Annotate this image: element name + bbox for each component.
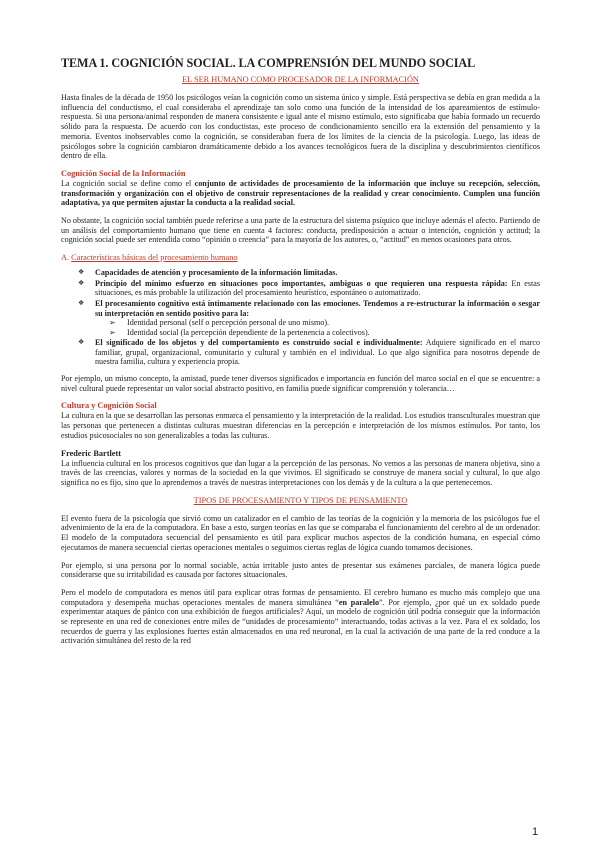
- page-title: TEMA 1. COGNICIÓN SOCIAL. LA COMPRENSIÓN DEL MUNDO SOCIAL: [61, 56, 476, 70]
- cog-social-definition-bold: conjunto de actividades de procesamiento de la información que incluye su recepción, selección, transformación y organización con el objetivo de construir representaciones de la realidad y crear conocimiento. Cumplen una función adaptativa, ya que permiten ajustar la conducta a la realidad social.: [61, 178, 540, 208]
- processing-paragraph-3: [61, 588, 540, 646]
- bartlett-paragraph: La influencia cultural en los procesos cognitivos que dan lugar a la percepción de las personas. No vemos a las personas de manera objetiva, sino a través de las creencias, valores y normas de la sociedad en la que vivimos. El significado se construye de manera social y cultural, lo que algo significa no es fijo, sino que lo aprendemos a través de nuestras interpretaciones con los demás y de la cultura a la que pertenecemos.: [61, 458, 540, 487]
- arrow-bullet-icon: ➢: [109, 318, 116, 328]
- diamond-bullet-icon: ❖: [78, 268, 85, 277]
- document-page: [61, 56, 540, 654]
- identity-sublist: [95, 318, 540, 337]
- list-item-text: Capacidades de atención y procesamiento de la información limitadas.: [95, 268, 338, 278]
- sublist-item: [109, 327, 540, 338]
- sublist-item-text: Identidad personal (self o percepción personal de uno mismo).: [127, 318, 330, 328]
- section-heading-processor: EL SER HUMANO COMO PROCESADOR DE LA INFORMACIÓN: [182, 75, 419, 84]
- cog-social-heading: Cognición Social de la Información: [61, 168, 186, 178]
- list-item-text: Adquiere significado en el marco familiar, grupal, organizacional, comunitario y cultural y también en el individual. Lo que algo significa para nosotros depende de nuestra familia, cultura y experiencia propia.: [95, 338, 540, 367]
- intro-paragraph: Hasta finales de la década de 1950 los psicólogos veían la cognición como un sistema único y simple. Está perspectiva se debía en gran medida a la influencia del conductismo, el cual consideraba el aprendizaje tan solo como una función de la intensidad de los apareamientos de estímulo-respuesta. Si una persona/animal responden de manera consistente e igual ante el mismo estímulo, esto significaba que había formado un recuerdo sólido para la respuesta. De acuerdo con los conductistas, este proceso de condicionamiento sencillo era la extensión del pensamiento y la memoria. Eventos inobservables como la cognición, se consideraban fuera de los límites de la ciencia de la psicología. Luego, las ideas de psicólogos sobre la cognición cambiaron dramáticamente debido a los avances tecnológicos fuera de la disciplina y descubrimientos científicos dentro de ella.: [61, 93, 540, 161]
- page-number: 1: [532, 826, 539, 838]
- arrow-bullet-icon: ➢: [109, 327, 116, 337]
- friendship-example-paragraph: Por ejemplo, un mismo concepto, la amistad, puede tener diversos significados e importancia en función del marco social en el que se encuentre: a nivel cultural puede representar un valor social abstracto positivo, en familia puede significar comprensión y tolerancia…: [61, 374, 540, 393]
- culture-paragraph: La cultura en la que se desarrollan las personas enmarca el pensamiento y la interpretación de la realidad. Los estudios transculturales muestran que las personas que pertenecen a distintas culturas muestran diferencias en la percepción e interpretación de los mismos estímulos. Por tanto, los estudios psicosociales no son generalizables a todas las culturas.: [61, 411, 540, 440]
- cog-social-definition: [61, 179, 540, 208]
- diamond-bullet-icon: ❖: [78, 278, 85, 287]
- processing-paragraph-1: El evento fuera de la psicología que sirvió como un catalizador en el cambio de las teorías de la cognición y la memoria de los psicólogos fue el advenimiento de la era de la computadora. En base a esto, surgen teorías en las que se comparaba el funcionamiento del cerebro al de un ordenador. El modelo de la computadora secuencial del pensamiento es útil para explicar muchos aspectos de la condición humana, en especial cómo ejecutamos de manera secuencial ciertas operaciones mentales o seguimos ciertas reglas de lógica cuando tomamos decisiones.: [61, 513, 540, 552]
- subsection-a-heading: [61, 253, 540, 262]
- processing-paragraph-3-rest: ”. Por ejemplo, ¿por qué un ex soldado puede experimentar ataques de pánico con una exhibición de fuegos artificiales? Aquí, un modelo de cognición útil podría conseguir que la información se represente en una red de conexiones entre miles de “unidades de procesamiento” interactuando, todas activas a la vez. Para el ex soldado, los recuerdos de guerra y las explosiones fuertes están almacenados en una red neuronal, en la cual la activación de una parte de la red conduce a la activación simultánea del resto de la red: [61, 597, 540, 646]
- bartlett-heading: Frederic Bartlett: [61, 448, 121, 458]
- list-item-bold: El significado de los objetos y del comportamiento es construido social e individualmente:: [95, 338, 423, 348]
- sublist-item: [109, 318, 540, 328]
- list-item: [78, 278, 541, 298]
- diamond-bullet-icon: ❖: [78, 298, 85, 307]
- list-item-bold: Principio del mínimo esfuerzo en situaciones poco importantes, ambiguas o que requieren una respuesta rápida:: [95, 278, 508, 288]
- processing-paragraph-3-lead: Pero el modelo de computadora es menos útil para explicar otras formas de pensamiento. El cerebro humano es mucho más complejo que una computadora y desempeña muchas operaciones mentales de manera simultánea “: [61, 587, 540, 607]
- subsection-a-letter: A.: [61, 253, 70, 263]
- culture-heading: Cultura y Cognición Social: [61, 401, 157, 411]
- list-item: [78, 338, 540, 367]
- list-item-text: En estas situaciones, es más probable la utilización del procesamiento heurístico, espontáneo o automatizado.: [95, 278, 541, 298]
- processing-paragraph-2: Por ejemplo, si una persona por lo normal sociable, actúa irritable justo antes de presentar sus exámenes parciales, de manera lógica puede considerarse que su irritabilidad es causada por factores situacionales.: [61, 560, 540, 580]
- in-parallel-bold: en paralelo: [338, 597, 380, 607]
- sublist-item-text: Identidad social (la percepción dependiente de la pertenencia a colectivos).: [127, 327, 370, 337]
- cog-social-paragraph-2: No obstante, la cognición social también puede referirse a una parte de la estructura del sistema psíquico que incluye además el afecto. Partiendo de un análisis del comportamiento humano que tiene en cuenta 4 factores: conducta, predisposición a actuar o intención, cognición y actitud; la cognición social puede ser entendida como “opinión o creencia” para la mayoría de los autores, o, “actitud” en menos ocasiones para otros.: [61, 216, 540, 245]
- list-item: [78, 298, 540, 337]
- diamond-bullet-icon: ❖: [78, 338, 85, 347]
- characteristics-list: [61, 268, 540, 367]
- subsection-a-title: Características básicas del procesamiento humano: [71, 253, 238, 263]
- cog-social-definition-lead: La cognición social se define como el: [61, 178, 195, 188]
- section-heading-processing-types: TIPOS DE PROCESAMIENTO Y TIPOS DE PENSAMIENTO: [193, 495, 408, 505]
- list-item: [78, 268, 540, 278]
- list-item-bold: El procesamiento cognitivo está íntimamente relacionado con las emociones. Tendemos a re-estructurar la información o sesgar su interpretación en sentido positivo para la:: [95, 298, 540, 318]
